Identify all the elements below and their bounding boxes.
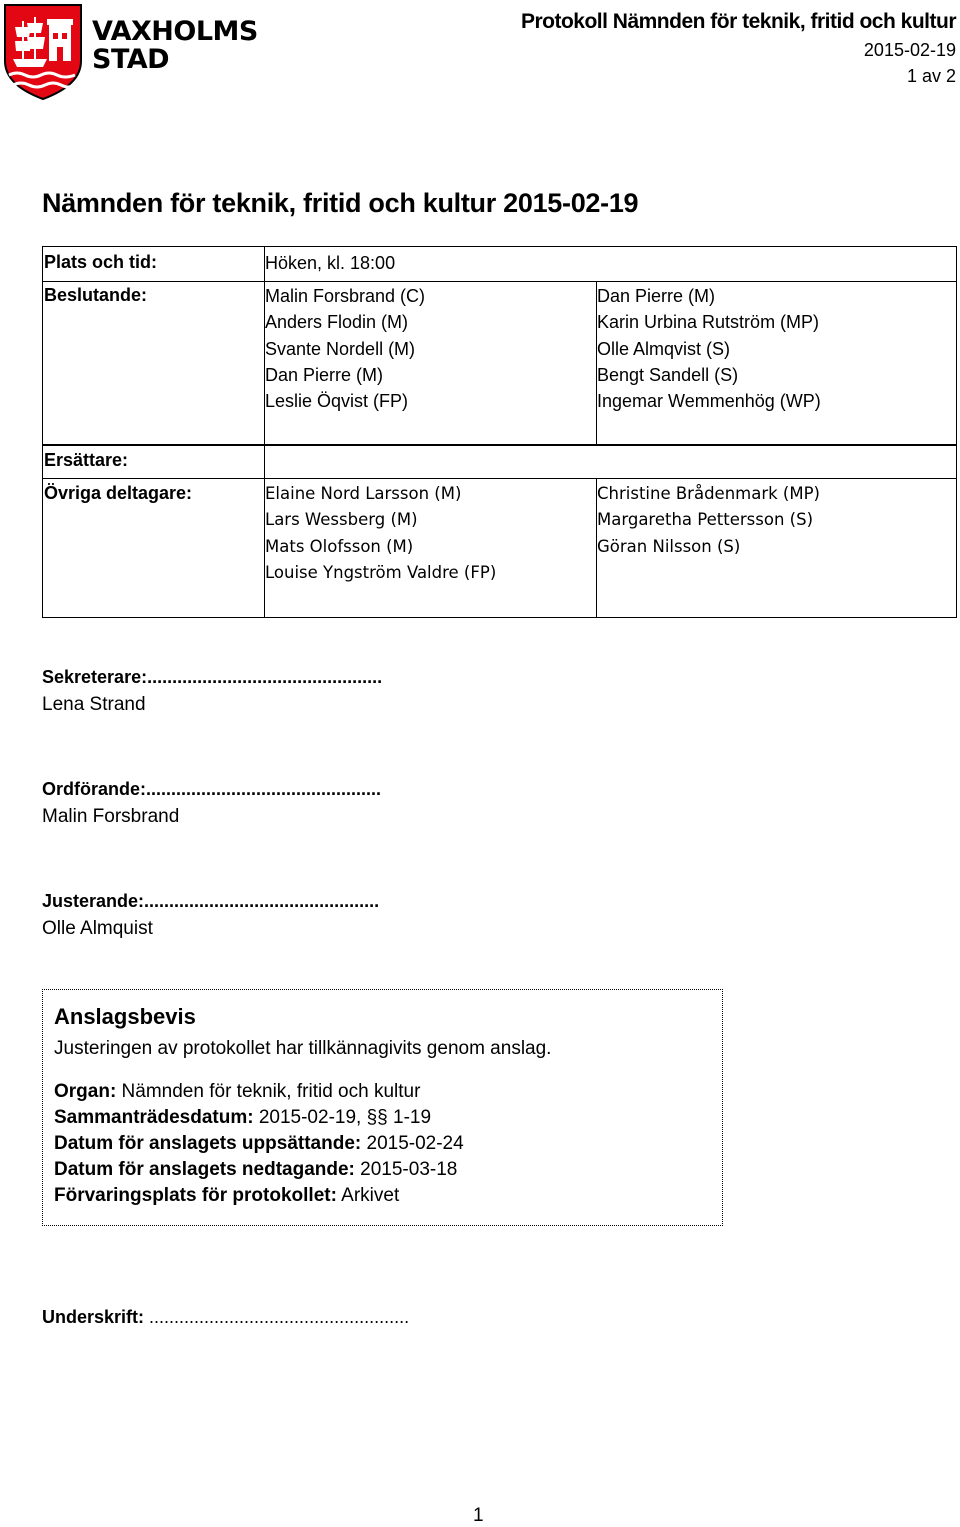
nedtagande-row bbox=[54, 1157, 464, 1183]
member-name: Dan Pierre (M) bbox=[265, 364, 384, 385]
member-name: Bengt Sandell (S) bbox=[597, 364, 739, 385]
row-divider bbox=[43, 281, 956, 282]
member-name: Leslie Öqvist (FP) bbox=[265, 391, 409, 412]
org-name bbox=[92, 18, 258, 74]
member-name: Ingemar Wemmenhög (WP) bbox=[597, 391, 821, 412]
row-divider bbox=[43, 444, 956, 446]
document-header-title: Protokoll Nämnden för teknik, fritid och kultur bbox=[520, 10, 956, 33]
ovriga-label: Övriga deltagare: bbox=[44, 483, 193, 503]
participant-name: Christine Brådenmark (MP) bbox=[597, 484, 820, 503]
page-title: Nämnden för teknik, fritid och kultur 2015-02-19 bbox=[42, 188, 639, 218]
signature-line: ............................................... bbox=[144, 891, 380, 911]
member-name: Malin Forsbrand (C) bbox=[265, 286, 426, 306]
forvaringsplats-value: Arkivet bbox=[336, 1185, 400, 1206]
signature-label: Justerande: bbox=[42, 891, 145, 911]
beslutande-label: Beslutande: bbox=[44, 285, 148, 305]
document-header-page: 1 av 2 bbox=[906, 66, 956, 86]
uppsattande-value: 2015-02-24 bbox=[361, 1133, 464, 1154]
nedtagande-value: 2015-03-18 bbox=[354, 1159, 458, 1180]
signature-label: Sekreterare: bbox=[42, 667, 148, 687]
nedtagande-label: Datum för anslagets nedtagande: bbox=[54, 1159, 355, 1180]
participant-name: Margaretha Pettersson (S) bbox=[597, 510, 814, 530]
signature-name: Lena Strand bbox=[42, 694, 146, 715]
participant-name: Göran Nilsson (S) bbox=[597, 536, 741, 556]
member-name: Dan Pierre (M) bbox=[597, 286, 716, 306]
member-name: Anders Flodin (M) bbox=[265, 312, 409, 333]
org-name-line2: STAD bbox=[92, 44, 170, 75]
signature-name: Olle Almquist bbox=[42, 918, 153, 939]
signature-sekreterare bbox=[42, 664, 382, 718]
anslagsbevis-intro: Justeringen av protokollet har tillkännagivits genom anslag. bbox=[54, 1038, 552, 1059]
underskrift-line bbox=[42, 1307, 409, 1328]
member-name: Olle Almqvist (S) bbox=[597, 338, 731, 359]
underskrift-label: Underskrift: bbox=[42, 1307, 145, 1327]
anslagsbevis-details bbox=[54, 1079, 464, 1209]
ovriga-list-2 bbox=[597, 481, 820, 560]
plats-label: Plats och tid: bbox=[44, 252, 158, 272]
signature-ordforande bbox=[42, 776, 381, 830]
datum-value: 2015-02-19, §§ 1-19 bbox=[253, 1107, 432, 1128]
participant-name: Louise Yngström Valdre (FP) bbox=[265, 562, 497, 582]
beslutande-list-1 bbox=[265, 283, 425, 414]
org-name-line1: VAXHOLMS bbox=[92, 16, 258, 47]
page-number: 1 bbox=[473, 1505, 484, 1526]
document-header-date: 2015-02-19 bbox=[863, 40, 956, 60]
signature-label: Ordförande: bbox=[42, 779, 147, 799]
forvaringsplats-label: Förvaringsplats för protokollet: bbox=[54, 1185, 337, 1206]
anslagsbevis-title: Anslagsbevis bbox=[54, 1004, 196, 1029]
datum-label: Sammanträdesdatum: bbox=[54, 1107, 254, 1128]
plats-value: Höken, kl. 18:00 bbox=[265, 253, 396, 273]
signature-line: ............................................... bbox=[147, 667, 383, 687]
participant-name: Mats Olofsson (M) bbox=[265, 536, 414, 556]
forvaringsplats-row bbox=[54, 1183, 464, 1209]
participant-name: Elaine Nord Larsson (M) bbox=[265, 484, 462, 503]
ovriga-list-1 bbox=[265, 481, 496, 586]
ersattare-label: Ersättare: bbox=[44, 450, 129, 470]
uppsattande-row bbox=[54, 1131, 464, 1157]
beslutande-list-2 bbox=[597, 283, 821, 414]
organ-label: Organ: bbox=[54, 1081, 117, 1102]
underskrift-dots: .................................................... bbox=[149, 1307, 410, 1327]
signature-name: Malin Forsbrand bbox=[42, 806, 180, 827]
member-name: Karin Urbina Rutström (MP) bbox=[597, 312, 820, 333]
uppsattande-label: Datum för anslagets uppsättande: bbox=[54, 1133, 362, 1154]
participant-name: Lars Wessberg (M) bbox=[265, 510, 418, 530]
row-divider bbox=[43, 478, 956, 479]
meeting-info-table bbox=[42, 246, 957, 618]
datum-row bbox=[54, 1105, 464, 1131]
vaxholm-coat-of-arms-logo bbox=[3, 3, 83, 101]
organ-row bbox=[54, 1079, 464, 1105]
signature-line: ............................................... bbox=[146, 779, 382, 799]
organ-value: Nämnden för teknik, fritid och kultur bbox=[116, 1081, 421, 1102]
signature-justerande bbox=[42, 888, 379, 942]
member-name: Svante Nordell (M) bbox=[265, 338, 416, 359]
